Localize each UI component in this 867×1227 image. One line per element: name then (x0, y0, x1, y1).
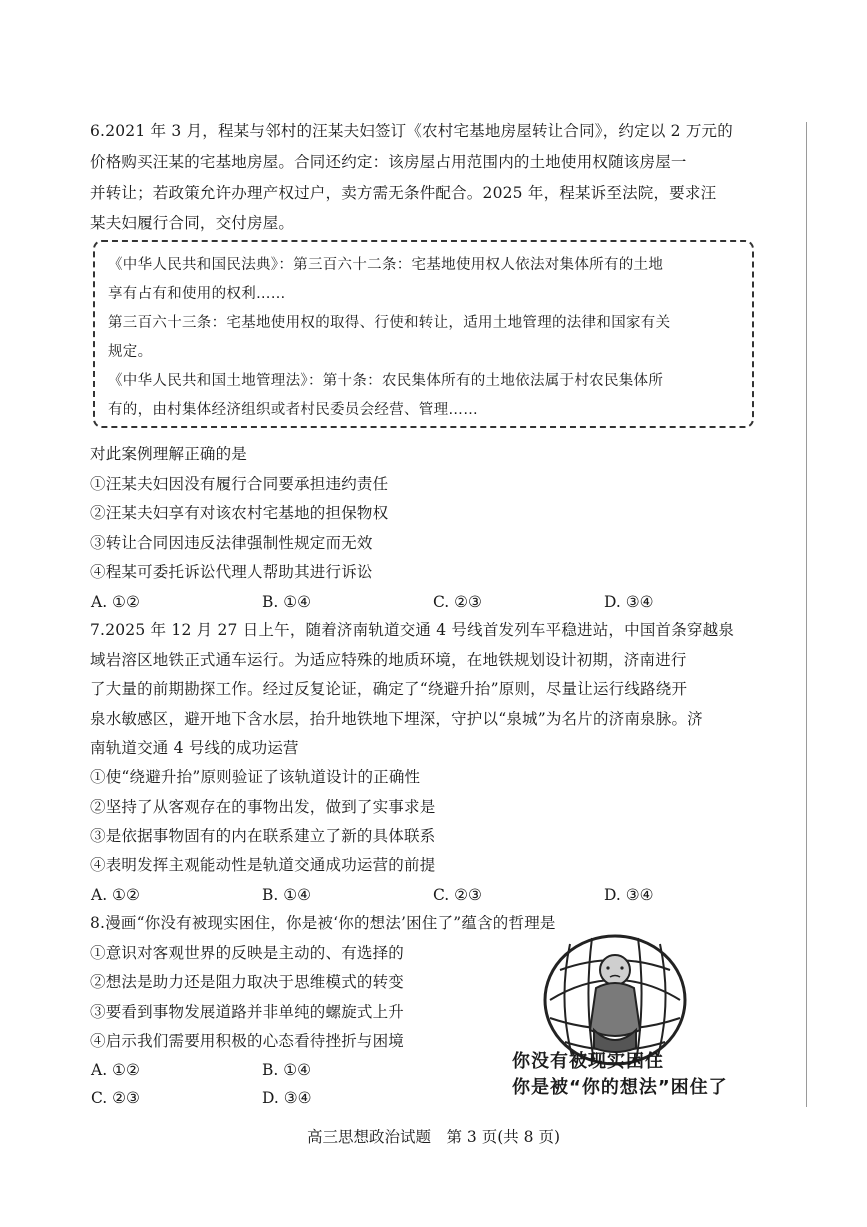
q7-line-5: 南轨道交通 4 号线的成功运营 (90, 739, 299, 757)
q7-item-2: ②坚持了从客观存在的事物出发，做到了实事求是 (90, 798, 436, 816)
q8-option-c[interactable]: C. ②③ (91, 1089, 140, 1107)
q7-line-3: 了大量的前期勘探工作。经过反复论证，确定了“绕避升抬”原则，尽量让运行线路绕开 (90, 680, 688, 698)
q7-item-4: ④表明发挥主观能动性是轨道交通成功运营的前提 (90, 856, 436, 874)
q6-option-a[interactable]: A. ①② (91, 593, 140, 611)
page-footer: 高三思想政治试题 第 3 页(共 8 页) (306, 1128, 561, 1146)
q8-option-d[interactable]: D. ③④ (262, 1089, 312, 1107)
q6-item-3: ③转让合同因违反法律强制性规定而无效 (90, 534, 373, 552)
q6-option-b[interactable]: B. ①④ (262, 593, 312, 611)
q6-item-2: ②汪某夫妇享有对该农村宅基地的担保物权 (90, 504, 389, 522)
q8-item-3: ③要看到事物发展道路并非单纯的螺旋式上升 (90, 1003, 405, 1021)
q6-item-1: ①汪某夫妇因没有履行合同要承担违约责任 (90, 475, 389, 493)
q6-item-4: ④程某可委托诉讼代理人帮助其进行诉讼 (90, 563, 373, 581)
law-line-5: 《中华人民共和国土地管理法》：第十条：农民集体所有的土地依法属于村农民集体所 (108, 373, 664, 389)
law-line-6: 有的，由村集体经济组织或者村民委员会经营、管理…… (108, 402, 478, 418)
q7-line-2: 域岩溶区地铁正式通车运行。为适应特殊的地质环境，在地铁规划设计初期，济南进行 (90, 651, 687, 669)
q6-line-2: 价格购买汪某的宅基地房屋。合同还约定：该房屋占用范围内的土地使用权随该房屋一 (90, 153, 687, 171)
q7-option-b[interactable]: B. ①④ (262, 886, 312, 904)
q6-line-3: 并转让；若政策允许办理产权过户，卖方需无条件配合。2025 年，程某诉至法院，要求汪 (90, 184, 717, 202)
q6-line-1: 6.2021 年 3 月，程某与邻村的汪某夫妇签订《农村宅基地房屋转让合同》，约定以 2 万元的 (90, 122, 733, 140)
q7-option-d[interactable]: D. ③④ (604, 886, 654, 904)
q8-item-4: ④启示我们需要用积极的心态看待挫折与困境 (90, 1032, 405, 1050)
law-line-4: 规定。 (108, 344, 153, 360)
q7-item-1: ①使“绕避升抬”原则验证了该轨道设计的正确性 (90, 768, 421, 786)
cartoon-caption-line-1: 你没有被现实困住 (512, 1051, 664, 1072)
q7-line-1: 7.2025 年 12 月 27 日上午，随着济南轨道交通 4 号线首发列车平稳进站，中国首条穿越泉 (90, 621, 735, 639)
cartoon-caption-line-2: 你是被“你的想法”困住了 (512, 1077, 728, 1098)
q7-option-a[interactable]: A. ①② (91, 886, 140, 904)
q8-item-1: ①意识对客观世界的反映是主动的、有选择的 (90, 944, 405, 962)
q6-option-d[interactable]: D. ③④ (604, 593, 654, 611)
q8-option-b[interactable]: B. ①④ (262, 1061, 312, 1079)
q8-stem: 8.漫画“你没有被现实困住，你是被‘你的想法’困住了”蕴含的哲理是 (90, 914, 556, 932)
q6-option-c[interactable]: C. ②③ (433, 593, 482, 611)
law-line-1: 《中华人民共和国民法典》：第三百六十二条：宅基地使用权人依法对集体所有的土地 (108, 257, 664, 273)
q7-line-4: 泉水敏感区，避开地下含水层，抬升地铁地下埋深，守护以“泉城”为名片的济南泉脉。济 (90, 710, 703, 728)
q7-item-3: ③是依据事物固有的内在联系建立了新的具体联系 (90, 827, 436, 845)
q8-option-a[interactable]: A. ①② (91, 1061, 140, 1079)
page-margin-line (806, 122, 807, 1107)
law-line-2: 享有占有和使用的权利…… (108, 286, 286, 302)
q7-option-c[interactable]: C. ②③ (433, 886, 482, 904)
q8-item-2: ②想法是助力还是阻力取决于思维模式的转变 (90, 973, 405, 991)
law-line-3: 第三百六十三条：宅基地使用权的取得、行使和转让，适用土地管理的法律和国家有关 (108, 315, 671, 331)
q6-stem: 对此案例理解正确的是 (90, 445, 248, 463)
q6-line-4: 某夫妇履行合同，交付房屋。 (90, 214, 295, 232)
